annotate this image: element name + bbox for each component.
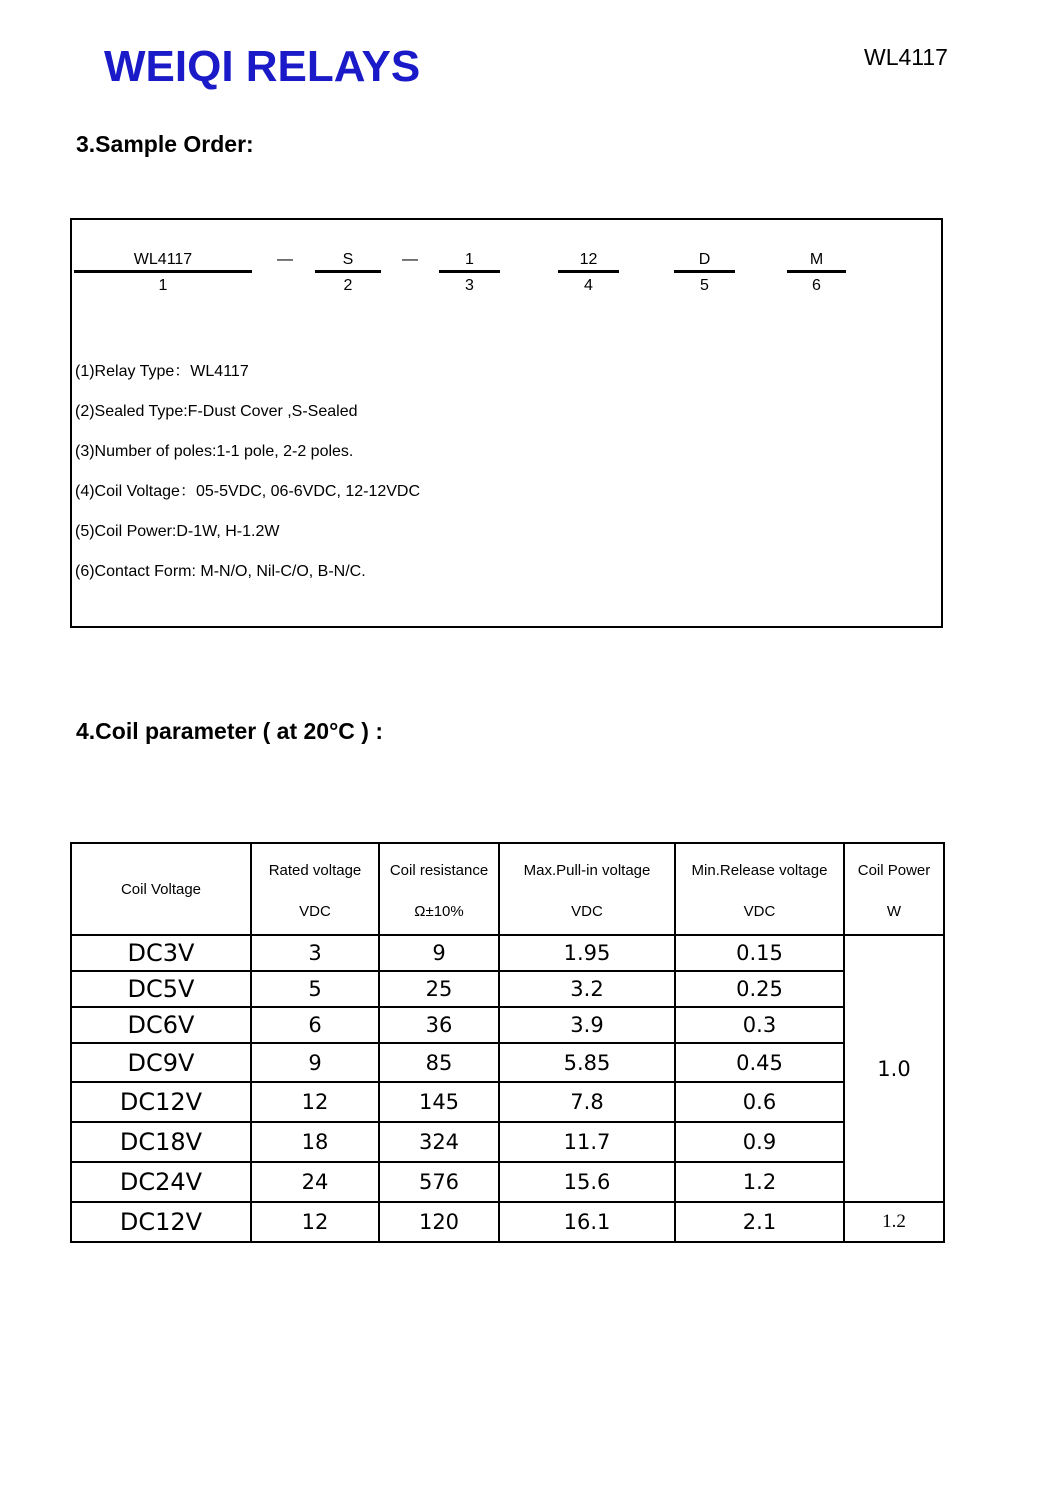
order-code-index: 2 (343, 277, 353, 294)
order-code-value: 12 (558, 250, 619, 273)
cell-rated: 12 (251, 1202, 379, 1242)
table-row (71, 971, 944, 1007)
header-pull-in-voltage (499, 843, 675, 935)
cell-resistance: 576 (379, 1162, 499, 1202)
cell-rated: 24 (251, 1162, 379, 1202)
description-line: (5)Coil Power:D-1W, H-1.2W (75, 523, 280, 540)
table-row (71, 1043, 944, 1082)
order-code-segment (558, 250, 619, 295)
order-code-dash: — (402, 251, 418, 268)
order-code-segment (674, 250, 735, 295)
cell-release: 2.1 (675, 1202, 844, 1242)
header-coil-power (844, 843, 944, 935)
description-line: (4)Coil Voltage：05-5VDC, 06-6VDC, 12-12VDC (75, 483, 421, 500)
cell-release: 0.9 (675, 1122, 844, 1162)
table-header-row (71, 843, 944, 935)
order-code-index: 6 (812, 277, 821, 294)
cell-release: 0.3 (675, 1007, 844, 1043)
cell-rated: 6 (251, 1007, 379, 1043)
cell-resistance: 145 (379, 1082, 499, 1122)
cell-resistance: 25 (379, 971, 499, 1007)
order-code-value: 1 (439, 250, 500, 273)
cell-pull-in: 5.85 (499, 1043, 675, 1082)
cell-voltage: DC18V (71, 1122, 251, 1162)
order-code-value: S (315, 250, 381, 273)
order-code-segment (439, 250, 500, 295)
cell-rated: 9 (251, 1043, 379, 1082)
cell-resistance: 120 (379, 1202, 499, 1242)
header-unit: VDC (571, 903, 603, 920)
cell-voltage: DC5V (71, 971, 251, 1007)
cell-pull-in: 1.95 (499, 935, 675, 971)
order-code-index: 5 (700, 277, 709, 294)
description-line: (1)Relay Type：WL4117 (75, 363, 249, 380)
cell-pull-in: 16.1 (499, 1202, 675, 1242)
cell-resistance: 85 (379, 1043, 499, 1082)
cell-voltage: DC12V (71, 1202, 251, 1242)
cell-pull-in: 3.2 (499, 971, 675, 1007)
table-row (71, 1122, 944, 1162)
cell-pull-in: 7.8 (499, 1082, 675, 1122)
cell-release: 0.25 (675, 971, 844, 1007)
cell-release: 0.15 (675, 935, 844, 971)
description-line: (3)Number of poles:1-1 pole, 2-2 poles. (75, 443, 354, 460)
sample-order-box (70, 218, 943, 628)
cell-voltage: DC9V (71, 1043, 251, 1082)
cell-voltage: DC12V (71, 1082, 251, 1122)
table-row (71, 935, 944, 971)
header-label: Coil Voltage (120, 880, 202, 898)
order-code-dash: — (277, 251, 293, 268)
cell-resistance: 324 (379, 1122, 499, 1162)
cell-voltage: DC24V (71, 1162, 251, 1202)
cell-release: 1.2 (675, 1162, 844, 1202)
cell-pull-in: 3.9 (499, 1007, 675, 1043)
description-line: (6)Contact Form: M-N/O, Nil-C/O, B-N/C. (75, 563, 366, 580)
table-row (71, 1162, 944, 1202)
cell-voltage: DC3V (71, 935, 251, 971)
section-sample-order-title: 3.Sample Order: (76, 131, 254, 157)
cell-pull-in: 15.6 (499, 1162, 675, 1202)
model-number: WL4117 (864, 44, 948, 70)
cell-release: 0.45 (675, 1043, 844, 1082)
cell-pull-in: 11.7 (499, 1122, 675, 1162)
cell-rated: 5 (251, 971, 379, 1007)
header-unit: VDC (743, 903, 776, 920)
header-label: Min.Release voltage (691, 862, 828, 879)
order-code-segment (787, 250, 846, 295)
cell-voltage: DC6V (71, 1007, 251, 1043)
cell-resistance: 9 (379, 935, 499, 971)
coil-parameter-table (70, 842, 945, 1243)
header-unit: VDC (299, 903, 331, 920)
cell-release: 0.6 (675, 1082, 844, 1122)
order-code-value: WL4117 (74, 250, 252, 273)
order-code-value: M (787, 250, 846, 273)
cell-rated: 3 (251, 935, 379, 971)
brand-title: WEIQI RELAYS (104, 42, 421, 91)
header-release-voltage (675, 843, 844, 935)
header-unit: Ω±10% (414, 903, 464, 920)
header-label: Coil Power (857, 862, 931, 879)
order-code-index: 1 (158, 277, 168, 294)
table-row (71, 1007, 944, 1043)
header-unit: W (886, 903, 902, 920)
order-code-segment (315, 250, 381, 295)
order-code-value: D (674, 250, 735, 273)
cell-resistance: 36 (379, 1007, 499, 1043)
cell-power-group: 1.2 (844, 1202, 944, 1242)
header-label: Rated voltage (268, 862, 362, 879)
header-coil-resistance (379, 843, 499, 935)
order-code-segment (74, 250, 252, 295)
cell-power-group: 1.0 (844, 935, 944, 1202)
cell-rated: 12 (251, 1082, 379, 1122)
header-label: Coil resistance (389, 862, 489, 879)
table-row (71, 1082, 944, 1122)
order-code-index: 4 (584, 277, 593, 294)
order-code-index: 3 (465, 277, 474, 294)
header-label: Max.Pull-in voltage (523, 862, 651, 879)
table-row (71, 1202, 944, 1242)
header-coil-voltage (71, 843, 251, 935)
section-coil-parameter-title: 4.Coil parameter ( at 20°C ) : (76, 718, 384, 744)
description-line: (2)Sealed Type:F-Dust Cover ,S-Sealed (75, 403, 358, 420)
cell-rated: 18 (251, 1122, 379, 1162)
header-rated-voltage (251, 843, 379, 935)
